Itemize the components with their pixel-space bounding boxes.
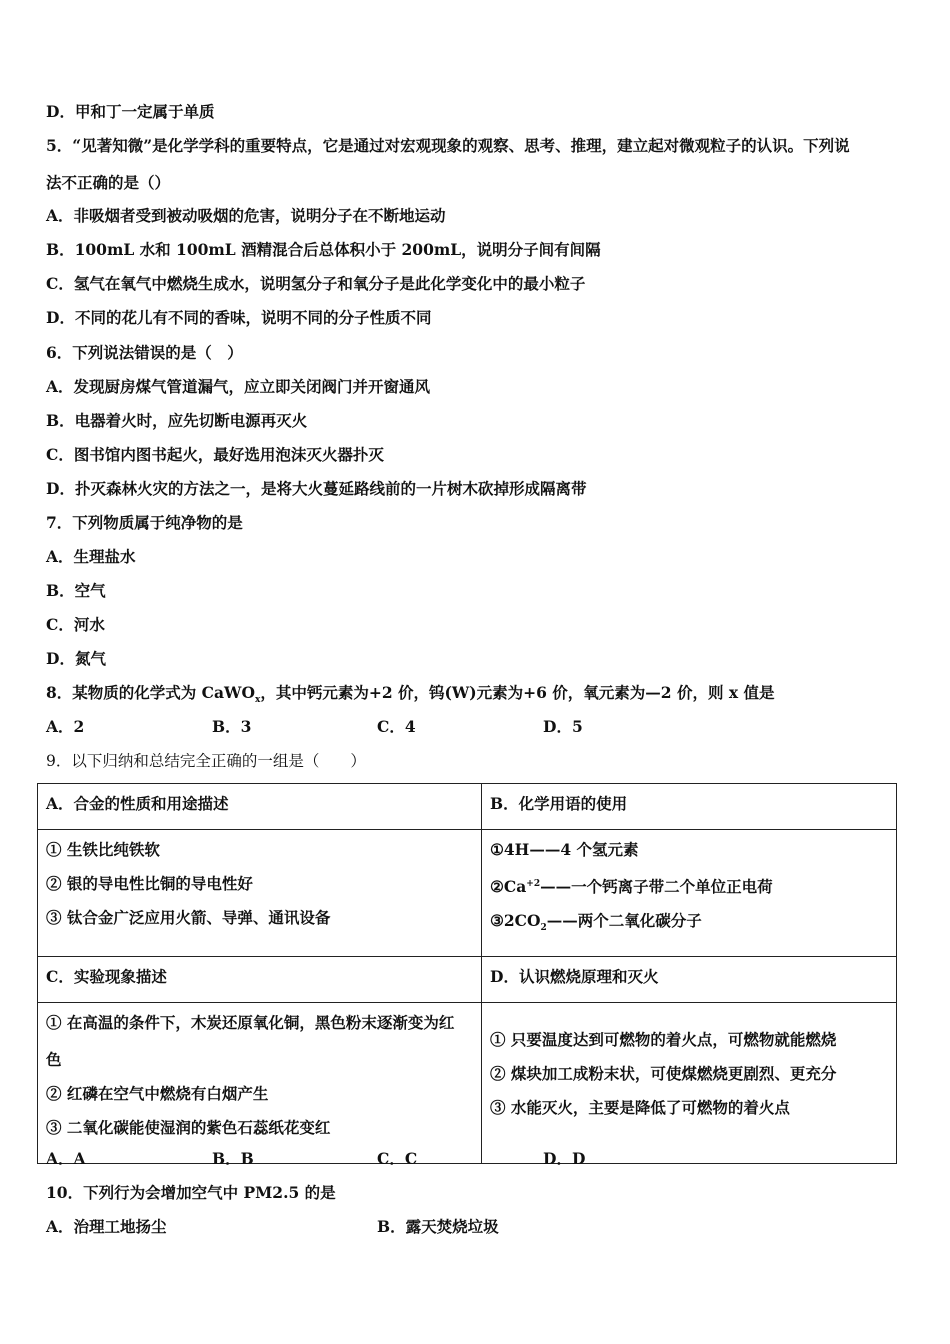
- q8-option-c: C．4: [377, 717, 416, 736]
- q9-a-item: ③ 钛合金广泛应用火箭、导弹、通讯设备: [46, 908, 331, 927]
- q9-d-item: ② 煤块加工成粉末状，可使煤燃烧更剧烈、更充分: [490, 1064, 837, 1083]
- q9-cell-c-title: C．实验现象描述: [38, 957, 482, 1003]
- q10-stem: 10．下列行为会增加空气中 PM2.5 的是: [46, 1183, 336, 1202]
- q7-option-d: D．氮气: [46, 649, 106, 668]
- q9-option-a: A．A: [46, 1149, 86, 1168]
- q9-cell-b-title: B．化学用语的使用: [482, 784, 897, 830]
- q10-option-a: A．治理工地扬尘: [46, 1217, 167, 1236]
- q9-cell-d-body: [482, 1003, 897, 1164]
- q5-stem-line1: 5．“见著知微”是化学学科的重要特点，它是通过对宏观现象的观察、思考、推理，建立起对微观粒子的认识。下列说: [46, 136, 850, 155]
- q5-option-c: C．氢气在氧气中燃烧生成水，说明氢分子和氧分子是此化学变化中的最小粒子: [46, 274, 586, 293]
- q9-cell-c-body: [38, 1003, 482, 1164]
- q7-option-c: C．河水: [46, 615, 105, 634]
- q6-option-a: A．发现厨房煤气管道漏气，应立即关闭阀门并开窗通风: [46, 377, 431, 396]
- q9-cell-a-body: [38, 830, 482, 957]
- q8-stem: [46, 683, 775, 710]
- q5-option-d: D．不同的花儿有不同的香味，说明不同的分子性质不同: [46, 308, 432, 327]
- q9-b-item: ①4H——4 个氢元素: [490, 840, 639, 859]
- q9-b-item2-sup: +2: [526, 879, 541, 889]
- q9-b-item: [490, 874, 888, 897]
- q9-c-item: ① 在高温的条件下，木炭还原氧化铜，黑色粉末逐渐变为红: [46, 1013, 455, 1032]
- q9-b-item: [490, 911, 888, 938]
- q9-b-item2-post: ——一个钙离子带二个单位正电荷: [540, 877, 773, 897]
- q8-option-d: D．5: [543, 717, 583, 736]
- q9-b-item3-sub: 2: [540, 923, 547, 934]
- q10-option-b: B．露天焚烧垃圾: [377, 1217, 499, 1236]
- q6-stem: 6．下列说法错误的是（ ）: [46, 343, 243, 362]
- q4-option-d: D．甲和丁一定属于单质: [46, 102, 215, 121]
- q9-a-item: ② 银的导电性比铜的导电性好: [46, 874, 253, 893]
- q9-c-item: ② 红磷在空气中燃烧有白烟产生: [46, 1084, 269, 1103]
- q9-b-item3-pre: ③2CO: [490, 911, 541, 931]
- q8-stem-before: 8．某物质的化学式为 CaWO: [46, 683, 255, 702]
- q8-stem-after: ，其中钙元素为+2 价，钨(W)元素为+6 价，氧元素为—2 价，则 x 值是: [260, 683, 775, 702]
- q9-d-item: ③ 水能灭火，主要是降低了可燃物的着火点: [490, 1098, 790, 1117]
- q6-option-d: D．扑灭森林火灾的方法之一，是将大火蔓延路线前的一片树木砍掉形成隔离带: [46, 479, 587, 498]
- q5-option-b: B．100mL 水和 100mL 酒精混合后总体积小于 200mL，说明分子间有间隔: [46, 240, 601, 259]
- q9-option-c: C．C: [377, 1149, 418, 1168]
- q9-d-item: ① 只要温度达到可燃物的着火点，可燃物就能燃烧: [490, 1030, 837, 1049]
- q9-c-item: 色: [46, 1050, 62, 1069]
- q8-option-a: A．2: [46, 717, 85, 736]
- q9-b-item2-pre: ②Ca: [490, 877, 527, 897]
- q9-c-item: ③ 二氧化碳能使湿润的紫色石蕊纸花变红: [46, 1118, 331, 1137]
- q9-cell-d-title: D．认识燃烧原理和灭火: [482, 957, 897, 1003]
- q7-stem: 7．下列物质属于纯净物的是: [46, 513, 243, 532]
- q5-stem-line2: 法不正确的是（）: [46, 173, 171, 192]
- q5-option-a: A．非吸烟者受到被动吸烟的危害，说明分子在不断地运动: [46, 206, 446, 225]
- q8-option-b: B．3: [212, 717, 252, 736]
- q7-option-a: A．生理盐水: [46, 547, 136, 566]
- q9-a-item: ① 生铁比纯铁软: [46, 840, 160, 859]
- q9-table: [37, 783, 897, 1164]
- q9-cell-a-title: A．合金的性质和用途描述: [38, 784, 482, 830]
- q6-option-b: B．电器着火时，应先切断电源再灭火: [46, 411, 308, 430]
- q9-b-item3-post: ——两个二氧化碳分子: [546, 911, 702, 931]
- q9-cell-b-body: [482, 830, 897, 957]
- q6-option-c: C．图书馆内图书起火，最好选用泡沫灭火器扑灭: [46, 445, 384, 464]
- q7-option-b: B．空气: [46, 581, 106, 600]
- q9-option-b: B．B: [212, 1149, 254, 1168]
- q9-option-d: D．D: [543, 1149, 586, 1168]
- q9-stem: 9．以下归纳和总结完全正确的一组是（ ）: [46, 752, 366, 770]
- q8-stem-sub: x: [254, 695, 261, 706]
